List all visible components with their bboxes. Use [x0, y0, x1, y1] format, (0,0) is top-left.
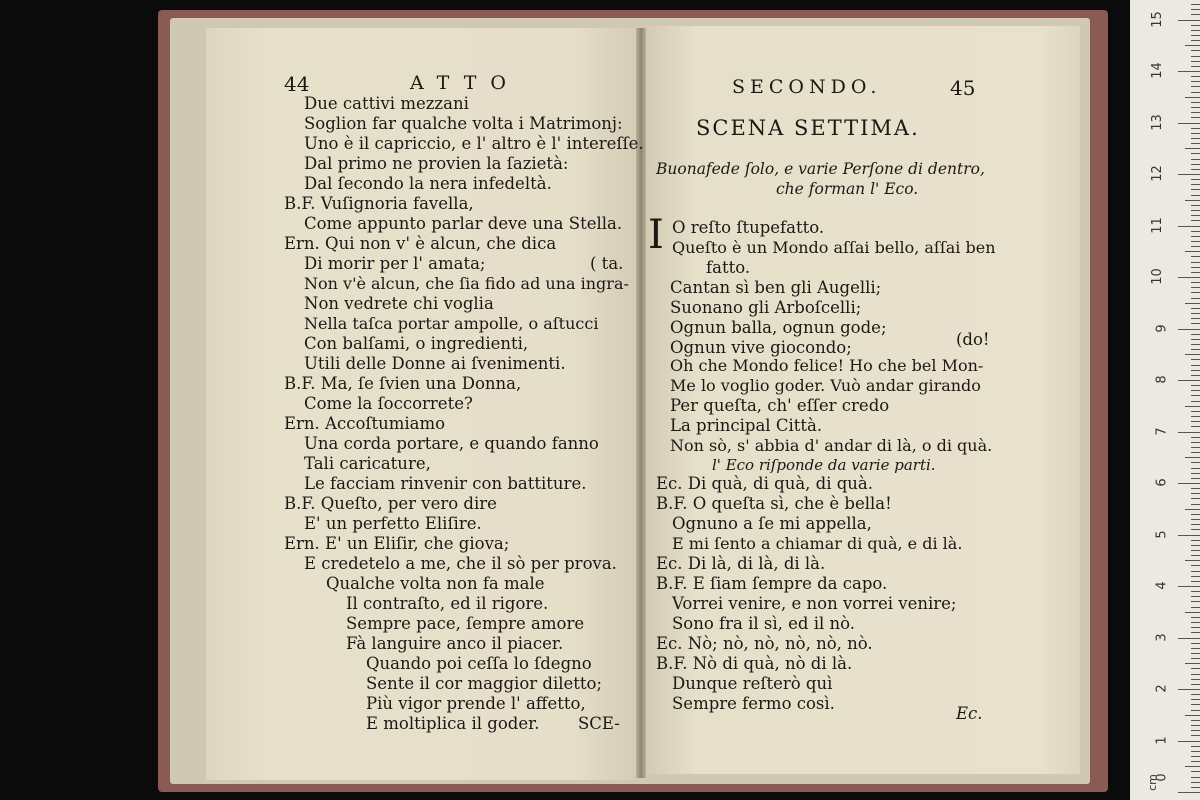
ruler-tick: [1178, 586, 1200, 587]
ruler-tick: [1178, 329, 1200, 330]
ruler-tick: [1191, 339, 1200, 340]
left-line: Tali caricature,: [304, 454, 431, 473]
ruler-tick: [1191, 529, 1200, 530]
stage-direction: che forman l' Eco.: [776, 180, 919, 198]
ruler-tick: [1178, 277, 1200, 278]
ruler-tick: [1191, 473, 1200, 474]
ruler-tick: [1191, 622, 1200, 623]
ruler-tick: [1191, 704, 1200, 705]
ruler-tick: [1191, 385, 1200, 386]
ruler-tick: [1191, 653, 1200, 654]
right-line: B.F. O queſta sì, che è bella!: [656, 494, 892, 513]
ruler-tick: [1191, 668, 1200, 669]
ruler-tick: [1185, 715, 1200, 716]
ruler-tick: [1191, 370, 1200, 371]
ruler-tick: [1191, 421, 1200, 422]
ruler-tick: [1191, 540, 1200, 541]
ruler-number: 1: [1154, 735, 1170, 745]
ruler-number: 12: [1150, 165, 1166, 182]
ruler-number: 4: [1154, 581, 1170, 590]
ruler-tick: [1185, 200, 1200, 201]
ruler-tick: [1191, 452, 1200, 453]
ruler-tick: [1191, 107, 1200, 108]
ruler-tick: [1191, 725, 1200, 726]
ruler-tick: [1191, 334, 1200, 335]
ruler-tick: [1191, 359, 1200, 360]
left-line: Ern. Accoſtumiamo: [284, 414, 446, 433]
ruler-tick: [1191, 267, 1200, 268]
ruler-tick: [1191, 746, 1200, 747]
ruler-tick: [1191, 478, 1200, 479]
ruler-tick: [1178, 174, 1200, 175]
left-line: Dal ſecondo la nera infedeltà.: [304, 174, 552, 193]
ruler-tick: [1191, 735, 1200, 736]
ruler-number: 15: [1150, 10, 1166, 28]
left-line: Le facciam rinvenir con battiture.: [304, 474, 587, 493]
right-line: Ec. Di là, di là, di là.: [656, 554, 826, 573]
ruler-tick: [1191, 40, 1200, 41]
right-page-number: 45: [950, 76, 976, 100]
ruler-number: 14: [1150, 62, 1166, 79]
ruler-tick: [1178, 483, 1200, 484]
ruler-tick: [1191, 81, 1200, 82]
right-line: fatto.: [706, 258, 751, 277]
ruler-tick: [1191, 189, 1200, 190]
ruler-number: 10: [1150, 268, 1166, 285]
ruler-tick: [1191, 550, 1200, 551]
ruler-tick: [1191, 231, 1200, 232]
left-line: E credetelo a me, che il sò per prova.: [304, 554, 617, 573]
ruler-tick: [1191, 138, 1200, 139]
right-line: B.F. E ſiam ſempre da capo.: [656, 574, 888, 593]
ruler-number: 9: [1154, 323, 1170, 333]
ruler-tick: [1191, 643, 1200, 644]
right-line: (do!: [956, 330, 990, 349]
left-running-head: ATTO: [410, 72, 520, 94]
ruler-tick: [1191, 30, 1200, 31]
ruler-tick: [1185, 457, 1200, 458]
ruler-tick: [1191, 437, 1200, 438]
ruler-tick: [1191, 591, 1200, 592]
ruler-tick: [1191, 282, 1200, 283]
ruler-tick: [1191, 159, 1200, 160]
ruler-tick: [1178, 792, 1200, 793]
right-line: Sono fra il sì, ed il nò.: [672, 614, 856, 633]
ruler-tick: [1191, 220, 1200, 221]
ruler-tick: [1191, 777, 1200, 778]
ruler-tick: [1191, 365, 1200, 366]
ruler-tick: [1178, 123, 1200, 124]
ruler-tick: [1191, 236, 1200, 237]
ruler-tick: [1185, 148, 1200, 149]
ruler-tick: [1191, 498, 1200, 499]
left-line: Sempre pace, ſempre amore: [346, 614, 585, 633]
ruler-tick: [1191, 488, 1200, 489]
ruler-tick: [1191, 61, 1200, 62]
scene-title: SCENA SETTIMA.: [696, 116, 920, 140]
left-line: Più vigor prende l' affetto,: [366, 694, 586, 713]
ruler-tick: [1191, 117, 1200, 118]
right-line: Ec. Di quà, di quà, di quà.: [656, 474, 873, 493]
left-line: B.F. Queſto, per vero dire: [284, 494, 497, 513]
right-line: Dunque reſterò quì: [672, 674, 833, 693]
left-line: Con balſami, o ingredienti,: [304, 334, 529, 353]
ruler-tick: [1178, 226, 1200, 227]
right-line: Oh che Mondo felice! Ho che bel Mon-: [670, 356, 984, 375]
ruler-tick: [1191, 787, 1200, 788]
ruler-tick: [1191, 56, 1200, 57]
right-line: Cantan sì ben gli Augelli;: [670, 278, 882, 297]
right-running-head: SECONDO.: [732, 76, 882, 98]
ruler-tick: [1178, 71, 1200, 72]
ruler-tick: [1191, 504, 1200, 505]
ruler-tick: [1191, 395, 1200, 396]
ruler-tick: [1191, 25, 1200, 26]
ruler-tick: [1191, 169, 1200, 170]
ruler-tick: [1185, 766, 1200, 767]
ruler-tick: [1185, 251, 1200, 252]
ruler-tick: [1191, 751, 1200, 752]
right-line: Ognun balla, ognun gode;: [670, 318, 887, 337]
left-line: Come la ſoccorrete?: [304, 394, 473, 413]
left-line: ( ta.: [590, 254, 624, 273]
left-line: Due cattivi mezzani: [304, 94, 469, 113]
ruler-tick: [1191, 565, 1200, 566]
ruler-tick: [1191, 205, 1200, 206]
ruler-tick: [1191, 710, 1200, 711]
left-page-number: 44: [284, 72, 310, 96]
catchword: SCE-: [578, 714, 620, 733]
ruler-tick: [1185, 97, 1200, 98]
ruler-tick: [1191, 684, 1200, 685]
ruler-tick: [1191, 648, 1200, 649]
right-line: Vorrei venire, e non vorrei venire;: [672, 594, 957, 613]
ruler-tick: [1191, 375, 1200, 376]
ruler-tick: [1191, 571, 1200, 572]
ruler-tick: [1191, 730, 1200, 731]
ruler-tick: [1185, 303, 1200, 304]
ruler-tick: [1191, 272, 1200, 273]
left-line: E' un perfetto Eliſire.: [304, 514, 482, 533]
ruler-tick: [1191, 401, 1200, 402]
ruler-tick: [1185, 45, 1200, 46]
left-line: Dal primo ne provien la ſazietà:: [304, 154, 569, 173]
ruler-number: 3: [1154, 632, 1170, 642]
ruler-tick: [1191, 601, 1200, 602]
ruler-tick: [1191, 344, 1200, 345]
ruler-tick: [1191, 262, 1200, 263]
ruler-number: 0: [1154, 773, 1170, 782]
ruler-tick: [1191, 308, 1200, 309]
ruler-tick: [1191, 287, 1200, 288]
ruler-tick: [1191, 782, 1200, 783]
drop-cap: I: [648, 212, 664, 258]
ruler-tick: [1191, 92, 1200, 93]
ruler-tick: [1191, 210, 1200, 211]
ruler-tick: [1191, 514, 1200, 515]
ruler-tick: [1185, 612, 1200, 613]
left-line: Non v'è alcun, che ſia fido ad una ingra-: [304, 274, 629, 293]
ruler-tick: [1191, 720, 1200, 721]
ruler-tick: [1191, 9, 1200, 10]
left-line: Di morir per l' amata;: [304, 254, 486, 273]
left-line: Ern. Qui non v' è alcun, che dica: [284, 234, 557, 253]
ruler-tick: [1191, 761, 1200, 762]
right-line: Non sò, s' abbia d' andar di là, o di quà.: [670, 436, 993, 455]
ruler-tick: [1191, 545, 1200, 546]
ruler-tick: [1191, 756, 1200, 757]
left-line: Quando poi ceſſa lo ſdegno: [366, 654, 592, 673]
left-line: B.F. Ma, ſe ſvien una Donna,: [284, 374, 522, 393]
ruler-tick: [1191, 292, 1200, 293]
ruler-tick: [1191, 519, 1200, 520]
right-line: Ec. Nò; nò, nò, nò, nò, nò.: [656, 634, 873, 653]
ruler-tick: [1191, 128, 1200, 129]
ruler-tick: [1191, 215, 1200, 216]
ruler-tick: [1191, 86, 1200, 87]
catchword: Ec.: [956, 704, 983, 723]
stage-direction: Buonafede ſolo, e varie Perſone di dentro,: [656, 160, 985, 178]
ruler-tick: [1191, 596, 1200, 597]
ruler-tick: [1191, 66, 1200, 67]
ruler-number: 8: [1154, 375, 1170, 384]
ruler-tick: [1191, 607, 1200, 608]
right-line: Me lo voglio goder. Vuò andar girando: [670, 376, 981, 395]
left-line: E moltiplica il goder.: [366, 714, 540, 733]
ruler-tick: [1191, 447, 1200, 448]
ruler-tick: [1178, 535, 1200, 536]
ruler-number: 13: [1150, 113, 1166, 131]
right-line: Ognun vive giocondo;: [670, 338, 852, 357]
ruler-number: 7: [1154, 426, 1170, 436]
left-line: Nella taſca portar ampolle, o aſtucci: [304, 314, 599, 333]
ruler-tick: [1191, 426, 1200, 427]
ruler-tick: [1191, 442, 1200, 443]
ruler-tick: [1191, 462, 1200, 463]
left-line: B.F. Vuſignoria favella,: [284, 194, 474, 213]
left-line: Una corda portare, e quando fanno: [304, 434, 599, 453]
ruler-tick: [1191, 298, 1200, 299]
right-line: Per queſta, ch' eſſer credo: [670, 396, 890, 415]
ruler-tick: [1191, 112, 1200, 113]
ruler-tick: [1191, 4, 1200, 5]
ruler-tick: [1191, 493, 1200, 494]
right-line: La principal Città.: [670, 416, 823, 435]
ruler-tick: [1191, 699, 1200, 700]
ruler-tick: [1191, 195, 1200, 196]
ruler-tick: [1191, 313, 1200, 314]
ruler-tick: [1191, 323, 1200, 324]
left-line: Soglion far qualche volta i Matrimonj:: [304, 114, 623, 133]
ruler-unit-label: cm: [1145, 774, 1159, 791]
ruler-number: 2: [1154, 684, 1170, 693]
ruler-tick: [1191, 349, 1200, 350]
left-line: Ern. E' un Eliſir, che giova;: [284, 534, 510, 553]
ruler-tick: [1191, 256, 1200, 257]
ruler-number: 6: [1154, 478, 1170, 487]
right-line: Ognuno a ſe mi appella,: [672, 514, 872, 533]
right-line: Suonano gli Arboſcelli;: [670, 298, 862, 317]
right-line: Queſto è un Mondo aſſai bello, aſſai ben: [672, 238, 996, 257]
ruler-tick: [1185, 509, 1200, 510]
ruler-number: 11: [1150, 216, 1166, 234]
ruler-tick: [1178, 380, 1200, 381]
ruler-tick: [1191, 102, 1200, 103]
ruler-tick: [1191, 694, 1200, 695]
left-line: Utili delle Donne ai ſvenimenti.: [304, 354, 566, 373]
ruler-tick: [1191, 468, 1200, 469]
ruler-tick: [1191, 184, 1200, 185]
ruler-tick: [1191, 241, 1200, 242]
ruler-tick: [1191, 35, 1200, 36]
right-line: O reſto ſtupefatto.: [672, 218, 825, 237]
ruler-tick: [1191, 143, 1200, 144]
ruler-tick: [1191, 581, 1200, 582]
left-line: Come appunto parlar deve una Stella.: [304, 214, 623, 233]
left-line: Uno è il capriccio, e l' altro è l' intereſſe.: [304, 134, 644, 153]
left-line: Fà languire anco il piacer.: [346, 634, 564, 653]
ruler-tick: [1178, 741, 1200, 742]
ruler-tick: [1191, 179, 1200, 180]
ruler-tick: [1178, 689, 1200, 690]
ruler-tick: [1191, 246, 1200, 247]
ruler-tick: [1191, 153, 1200, 154]
left-line: Sente il cor maggior diletto;: [366, 674, 603, 693]
right-line: E mi ſento a chiamar di quà, e di là.: [672, 534, 963, 553]
ruler-tick: [1185, 354, 1200, 355]
ruler-tick: [1178, 432, 1200, 433]
ruler-tick: [1178, 638, 1200, 639]
ruler-tick: [1191, 164, 1200, 165]
left-line: Il contraſto, ed il rigore.: [346, 594, 549, 613]
ruler-tick: [1191, 679, 1200, 680]
ruler-tick: [1191, 390, 1200, 391]
ruler-tick: [1191, 617, 1200, 618]
ruler-tick: [1191, 674, 1200, 675]
right-line: Sempre fermo così.: [672, 694, 835, 713]
ruler-number: 5: [1154, 529, 1170, 539]
ruler-tick: [1191, 411, 1200, 412]
ruler-tick: [1191, 14, 1200, 15]
ruler-tick: [1191, 318, 1200, 319]
right-line: B.F. Nò di quà, nò di là.: [656, 654, 853, 673]
ruler-tick: [1191, 771, 1200, 772]
ruler-tick: [1178, 20, 1200, 21]
ruler-tick: [1191, 416, 1200, 417]
ruler-tick: [1191, 576, 1200, 577]
ruler-tick: [1191, 632, 1200, 633]
stage-direction: l' Eco riſponde da varie parti.: [712, 456, 936, 474]
left-line: Qualche volta non fa male: [326, 574, 545, 593]
ruler-tick: [1185, 663, 1200, 664]
ruler-tick: [1191, 76, 1200, 77]
ruler-tick: [1191, 50, 1200, 51]
ruler-tick: [1191, 133, 1200, 134]
measurement-ruler: [1130, 0, 1200, 800]
ruler-tick: [1191, 524, 1200, 525]
ruler-tick: [1191, 627, 1200, 628]
ruler-tick: [1185, 560, 1200, 561]
ruler-tick: [1185, 406, 1200, 407]
left-line: Non vedrete chi voglia: [304, 294, 494, 313]
ruler-tick: [1191, 658, 1200, 659]
ruler-tick: [1191, 555, 1200, 556]
